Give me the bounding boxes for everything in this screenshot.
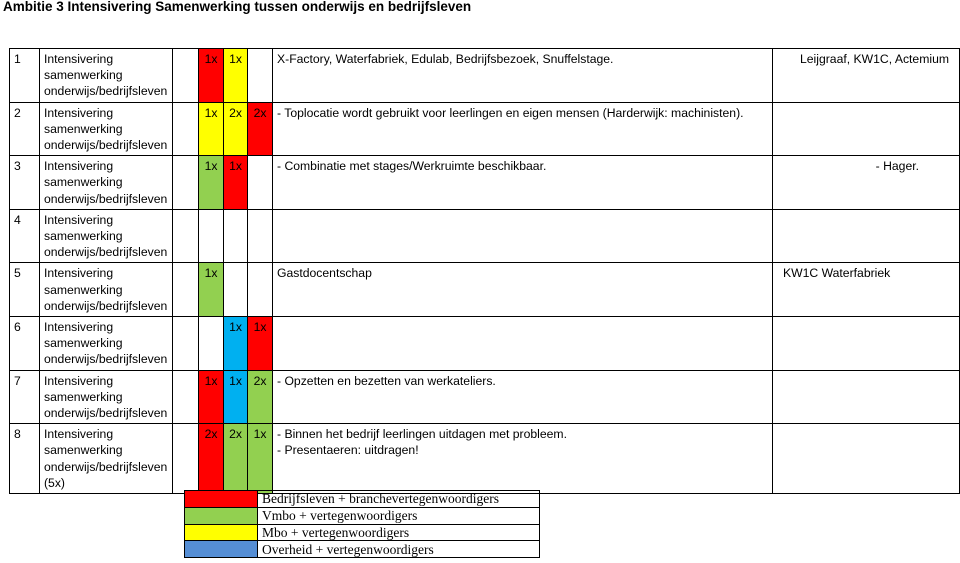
table-row <box>10 156 960 210</box>
mark-empty <box>248 263 273 317</box>
row-number: 8 <box>10 424 40 494</box>
row-description <box>273 424 773 494</box>
legend-item <box>185 507 540 524</box>
legend-label: Bedrijfsleven + branchevertegenwoordigers <box>258 491 540 508</box>
row-description-line: - Binnen het bedrijf leerlingen uitdagen met probleem. <box>277 427 567 442</box>
spacer-cell <box>173 263 199 317</box>
spacer-cell <box>173 370 199 424</box>
row-number: 5 <box>10 263 40 317</box>
row-description: X-Factory, Waterfabriek, Edulab, Bedrijfsbezoek, Snuffelstage. <box>273 49 773 103</box>
row-name: Intensivering samenwerking onderwijs/bedrijfsleven <box>40 317 173 371</box>
row-name: Intensivering samenwerking onderwijs/bedrijfsleven <box>40 370 173 424</box>
row-number: 2 <box>10 102 40 156</box>
legend-item <box>185 491 540 508</box>
mark-mbo: 2x <box>224 102 248 156</box>
mark-bedrijfsleven: 2x <box>248 102 273 156</box>
spacer-cell <box>173 102 199 156</box>
mark-empty <box>199 209 224 263</box>
row-description: - Toplocatie wordt gebruikt voor leerlingen en eigen mensen (Harderwijk: machinisten). <box>273 102 773 156</box>
mark-vmbo: 1x <box>248 424 273 494</box>
row-number: 4 <box>10 209 40 263</box>
mark-mbo: 1x <box>199 102 224 156</box>
legend-label: Overheid + vertegenwoordigers <box>258 541 540 558</box>
row-description: - Combinatie met stages/Werkruimte beschikbaar. <box>273 156 773 210</box>
table-row <box>10 102 960 156</box>
legend <box>184 490 540 558</box>
mark-mbo: 1x <box>224 49 248 103</box>
mark-bedrijfsleven: 1x <box>224 156 248 210</box>
mark-vmbo: 2x <box>248 370 273 424</box>
row-name: Intensivering samenwerking onderwijs/bedrijfsleven <box>40 156 173 210</box>
row-partners <box>773 209 960 263</box>
table-row <box>10 263 960 317</box>
row-name: Intensivering samenwerking onderwijs/bedrijfsleven <box>40 263 173 317</box>
mark-empty <box>224 209 248 263</box>
row-partners <box>773 424 960 494</box>
mark-bedrijfsleven: 1x <box>199 370 224 424</box>
table-row <box>10 424 960 494</box>
legend-swatch-blue <box>185 541 258 558</box>
mark-overheid: 1x <box>224 317 248 371</box>
spacer-cell <box>173 424 199 494</box>
row-partners: - Hager. <box>773 156 960 210</box>
row-name: Intensivering samenwerking onderwijs/bedrijfsleven <box>40 209 173 263</box>
mark-empty <box>199 317 224 371</box>
row-description: Gastdocentschap <box>273 263 773 317</box>
row-number: 7 <box>10 370 40 424</box>
mark-bedrijfsleven: 2x <box>199 424 224 494</box>
legend-swatch-green <box>185 507 258 524</box>
row-partners: Leijgraaf, KW1C, Actemium <box>773 49 960 103</box>
legend-label: Mbo + vertegenwoordigers <box>258 524 540 541</box>
mark-vmbo: 2x <box>224 424 248 494</box>
row-partners <box>773 317 960 371</box>
row-partners <box>773 102 960 156</box>
row-description <box>273 317 773 371</box>
legend-swatch-yellow <box>185 524 258 541</box>
legend-item <box>185 524 540 541</box>
mark-vmbo: 1x <box>199 263 224 317</box>
row-description <box>273 209 773 263</box>
legend-swatch-red <box>185 491 258 508</box>
row-name: Intensivering samenwerking onderwijs/bedrijfsleven <box>40 102 173 156</box>
table-row <box>10 317 960 371</box>
mark-bedrijfsleven: 1x <box>199 49 224 103</box>
table-row <box>10 49 960 103</box>
spacer-cell <box>173 49 199 103</box>
row-description-line: - Presentaeren: uitdragen! <box>277 443 419 458</box>
mark-empty <box>248 156 273 210</box>
mark-empty <box>248 209 273 263</box>
row-number: 1 <box>10 49 40 103</box>
mark-empty <box>248 49 273 103</box>
row-description: - Opzetten en bezetten van werkateliers. <box>273 370 773 424</box>
table-row <box>10 370 960 424</box>
spacer-cell <box>173 156 199 210</box>
legend-label: Vmbo + vertegenwoordigers <box>258 507 540 524</box>
ambition-table <box>9 48 960 494</box>
mark-vmbo: 1x <box>199 156 224 210</box>
page-title: Ambitie 3 Intensivering Samenwerking tussen onderwijs en bedrijfsleven <box>3 0 472 14</box>
row-number: 3 <box>10 156 40 210</box>
row-partners: KW1C Waterfabriek <box>773 263 960 317</box>
row-name: Intensivering samenwerking onderwijs/bedrijfsleven <box>40 49 173 103</box>
mark-bedrijfsleven: 1x <box>248 317 273 371</box>
table-row <box>10 209 960 263</box>
mark-empty <box>224 263 248 317</box>
row-partners <box>773 370 960 424</box>
legend-item <box>185 541 540 558</box>
mark-overheid: 1x <box>224 370 248 424</box>
spacer-cell <box>173 317 199 371</box>
row-name: Intensivering samenwerking onderwijs/bedrijfsleven (5x) <box>40 424 173 494</box>
spacer-cell <box>173 209 199 263</box>
row-number: 6 <box>10 317 40 371</box>
